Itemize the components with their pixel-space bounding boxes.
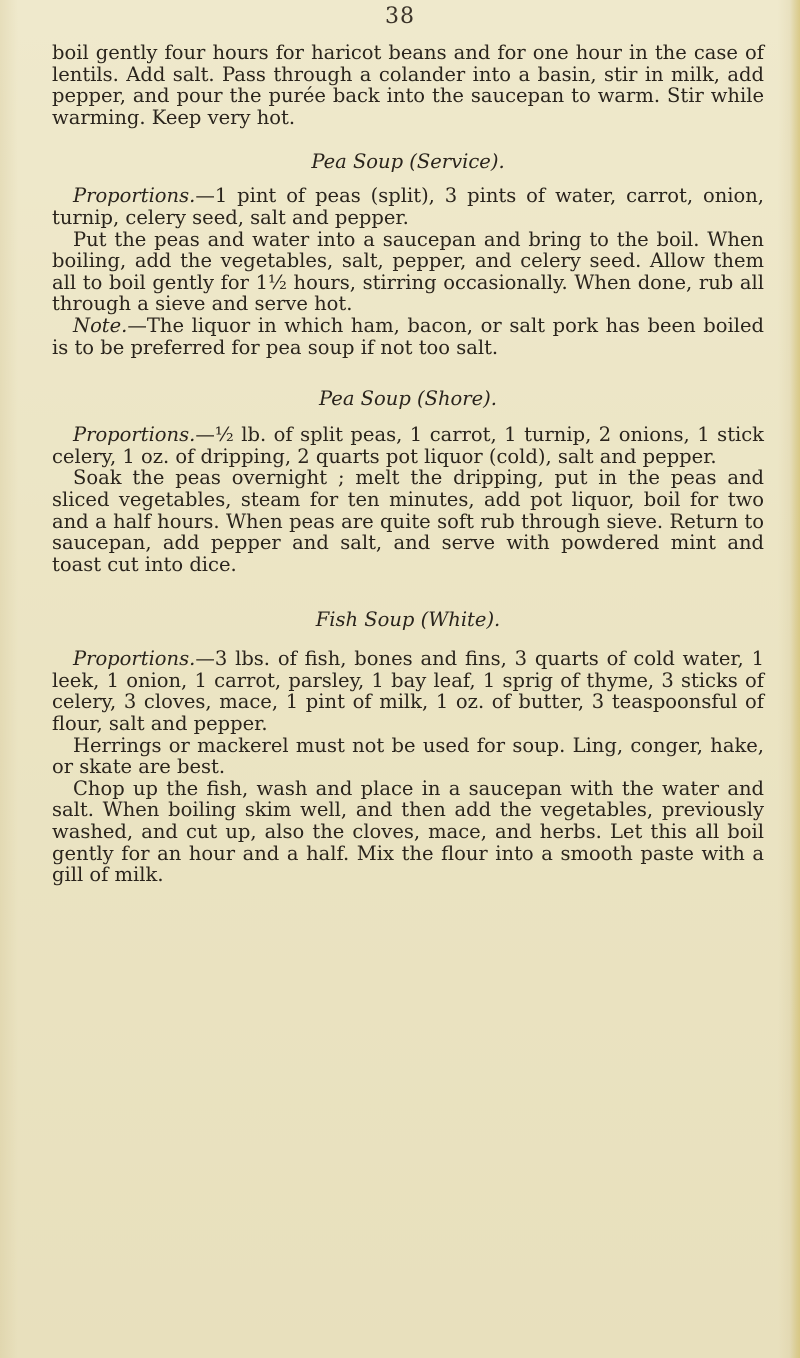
pea-service-proportions — [52, 185, 764, 228]
heading-main: Pea Soup ( — [311, 150, 417, 174]
heading-end: ). — [490, 150, 505, 174]
heading-pea-soup-shore — [52, 388, 764, 410]
heading-main: Fish Soup ( — [315, 608, 429, 632]
fish-white-method: Chop up the fish, wash and place in a saucepan with the water and salt. When boiling skim well, and then add the vegetables, previously washed, and cut up, also the cloves, mace, and herbs. Let this all boil gently for an hour and a half. Mix the flour into a smooth paste with a gill of milk. — [52, 776, 764, 887]
proportions-label: Proportions. — [73, 184, 196, 208]
pea-shore-method: Soak the peas overnight ; melt the dripping, put in the peas and sliced vegetables, steam for ten minutes, add pot liquor, boil for two and a half hours. When peas are quite soft rub through sieve. Return to saucepan, add pepper and salt, and serve with powdered mint and toast cut into dice. — [52, 466, 764, 576]
heading-end: ). — [483, 387, 497, 411]
fish-white-herrings: Herrings or mackerel must not be used for soup. Ling, conger, hake, or skate are best. — [52, 733, 764, 779]
proportions-label: Proportions. — [73, 647, 196, 671]
page-number: 38 — [385, 4, 415, 29]
note-text: —The liquor in which ham, bacon, or salt pork has been boiled is to be preferred for pea soup if not too salt. — [52, 313, 764, 359]
heading-fish-soup-white — [52, 609, 764, 631]
pea-service-method: Put the peas and water into a saucepan and bring to the boil. When boiling, add the vegetables, salt, pepper, and celery seed. Allow them all to boil gently for 1½ hours, stirring occasionally. When done, rub all through a sieve and serve hot. — [52, 227, 764, 316]
proportions-text: —1 pint of peas (split), 3 pints of water, carrot, onion, turnip, celery seed, salt and pepper. — [52, 184, 764, 229]
heading-main: Pea Soup ( — [319, 387, 425, 411]
heading-sub: Service — [416, 150, 491, 174]
heading-sub: White — [428, 608, 487, 632]
pea-shore-proportions — [52, 424, 764, 467]
heading-sub: Shore — [424, 387, 484, 411]
page-edge-shading — [790, 0, 800, 1358]
fish-white-proportions — [52, 648, 764, 734]
heading-end: ). — [486, 608, 501, 632]
proportions-text: —3 lbs. of fish, bones and fins, 3 quarts of cold water, 1 leek, 1 onion, 1 carrot, parsley, 1 bay leaf, 1 sprig of thyme, 3 sticks of celery, 3 cloves, mace, 1 pint of milk, 1 oz. of butter, 3 teaspoonsful of flour, salt and pepper. — [52, 647, 764, 736]
page-content — [52, 42, 764, 886]
proportions-label: Proportions. — [73, 423, 196, 447]
opening-paragraph: boil gently four hours for haricot beans and for one hour in the case of lentils. Add salt. Pass through a colander into a basin, stir in milk, add pepper, and pour the purée back into the saucepan to warm. Stir while warming. Keep very hot. — [52, 41, 764, 129]
note-label: Note. — [73, 313, 128, 337]
proportions-text: —½ lb. of split peas, 1 carrot, 1 turnip, 2 onions, 1 stick celery, 1 oz. of dripping, 2 quarts pot liquor (cold), salt and pepper. — [52, 423, 764, 468]
pea-service-note — [52, 315, 764, 358]
heading-pea-soup-service — [52, 151, 764, 173]
